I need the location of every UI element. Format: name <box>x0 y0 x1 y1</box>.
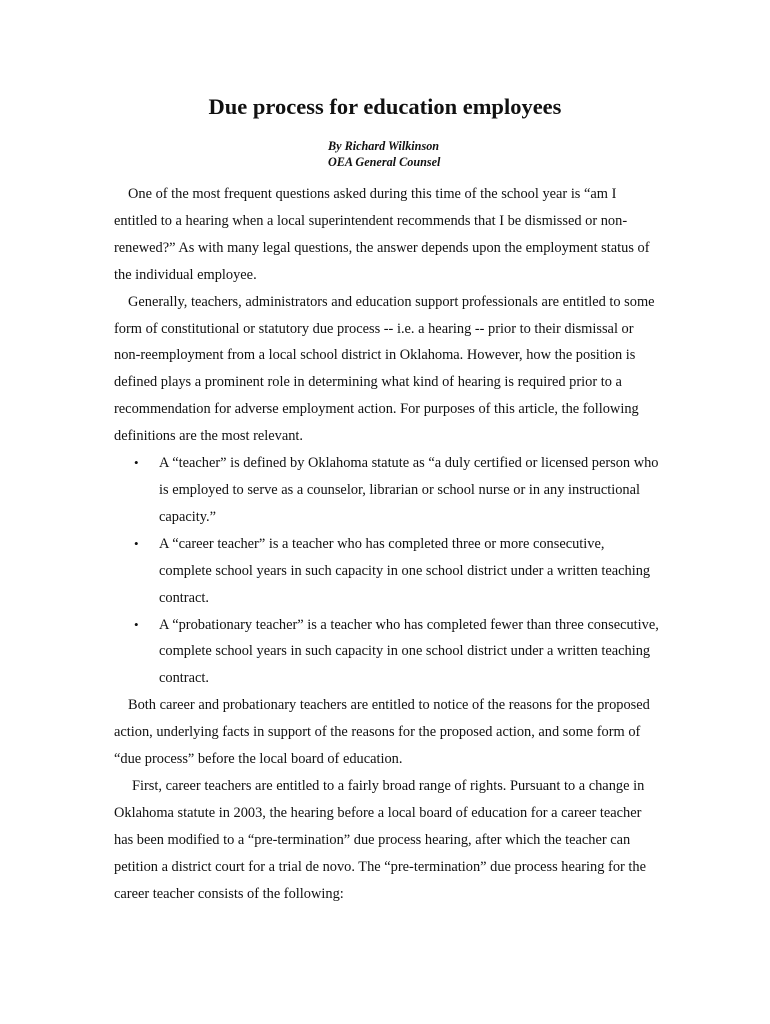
paragraph-intro: One of the most frequent questions asked during this time of the school year is “am I entitled to a hearing when a local superintendent recommends that I be dismissed or non-renewed?” As with many legal questions, the answer depends upon the employment status of the individual employee. <box>114 186 650 283</box>
paragraph-both-teachers: Both career and probationary teachers are entitled to notice of the reasons for the proposed action, underlying facts in support of the reasons for the proposed action, and some form of “due process” before the local board of education. <box>114 697 650 768</box>
list-item <box>134 612 659 693</box>
paragraph-career-rights: First, career teachers are entitled to a fairly broad range of rights. Pursuant to a change in Oklahoma statute in 2003, the hearing before a local board of education for a career teacher has been modified to a “pre-termination” due process hearing, after which the teacher can petition a district court for a trial de novo. The “pre-termination” due process hearing for the career teacher consists of the following: <box>114 777 646 902</box>
author-name: By Richard Wilkinson <box>328 139 440 153</box>
bullet-icon: • <box>134 616 139 632</box>
author-title: OEA General Counsel <box>328 155 441 169</box>
paragraph-general: Generally, teachers, administrators and education support professionals are entitled to some form of constitutional or statutory due process -- i.e. a hearing -- prior to their dismissal or non-reemployment from a local school district in Oklahoma. However, how the position is defined plays a prominent role in determining what kind of hearing is required prior to a recommendation for adverse employment action. For purposes of this article, the following definitions are the most relevant. <box>114 293 655 445</box>
bullet-icon: • <box>134 535 139 551</box>
byline <box>328 138 440 170</box>
definition-teacher: A “teacher” is defined by Oklahoma statute as “a duly certified or licensed person who is employed to serve as a counselor, librarian or school nurse or in any instructional capacity.” <box>159 455 659 525</box>
list-item <box>134 531 659 612</box>
article-body <box>114 181 659 907</box>
list-item <box>134 450 659 531</box>
definition-career-teacher: A “career teacher” is a teacher who has completed three or more consecutive, complete school years in such capacity in one school district under a written teaching contract. <box>159 535 651 606</box>
document-title: Due process for education employees <box>208 94 562 119</box>
bullet-icon: • <box>134 455 139 471</box>
definitions-list <box>114 450 659 692</box>
definition-probationary-teacher: A “probationary teacher” is a teacher who has completed fewer than three consecutive, complete school years in such capacity in one school district under a written teaching contract. <box>159 616 659 687</box>
